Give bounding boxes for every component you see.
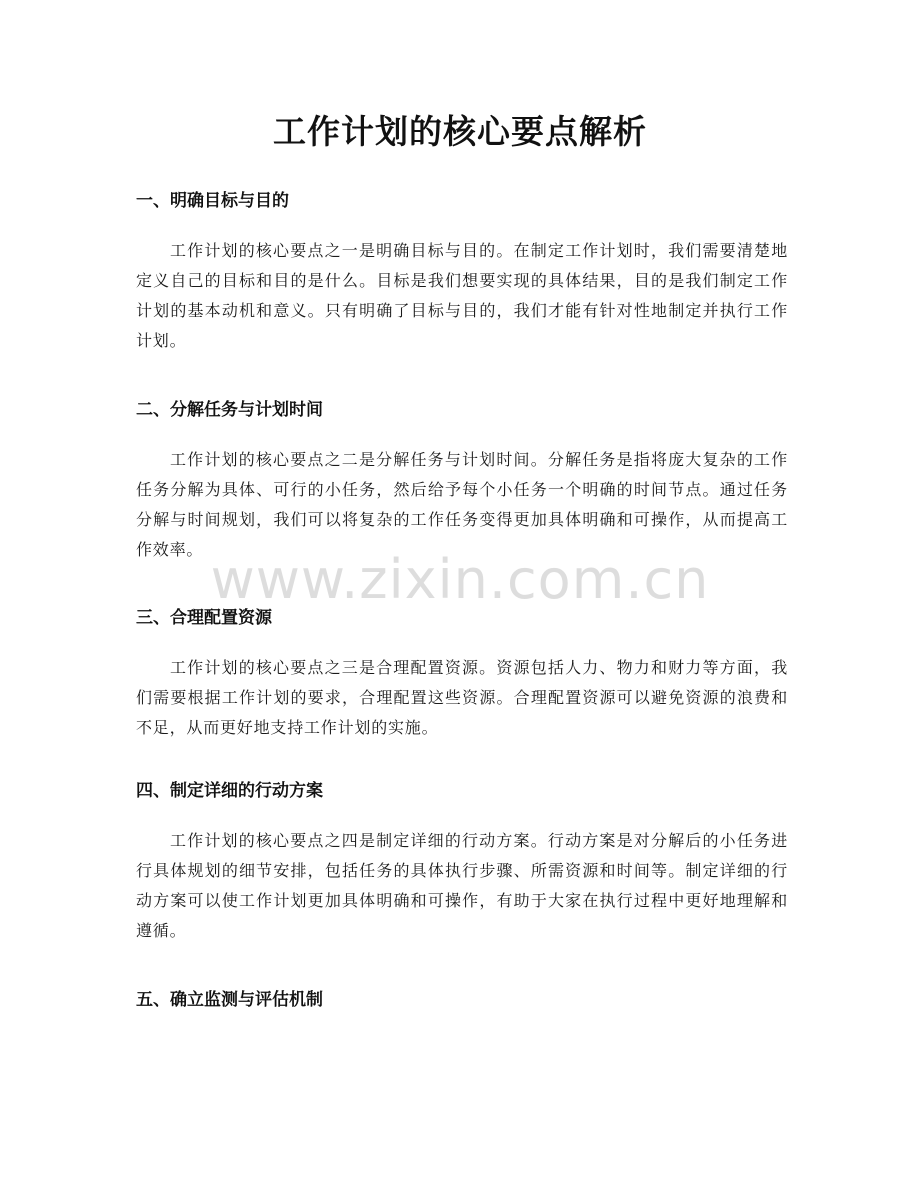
section-heading: 二、分解任务与计划时间 (136, 400, 323, 420)
section-heading: 三、合理配置资源 (136, 608, 272, 628)
section-1 (136, 186, 788, 356)
section-paragraph: 工作计划的核心要点之一是明确目标与目的。在制定工作计划时，我们需要清楚地定义自己的目标和目的是什么。目标是我们想要实现的具体结果，目的是我们制定工作计划的基本动机和意义。只有明确了目标与目的，我们才能有针对性地制定并执行工作计划。 (136, 241, 788, 350)
section-heading: 四、制定详细的行动方案 (136, 781, 323, 801)
document-title: 工作计划的核心要点解析 (273, 112, 647, 151)
section-paragraph: 工作计划的核心要点之三是合理配置资源。资源包括人力、物力和财力等方面，我们需要根据工作计划的要求，合理配置这些资源。合理配置资源可以避免资源的浪费和不足，从而更好地支持工作计划的实施。 (136, 658, 788, 737)
section-heading: 五、确立监测与评估机制 (136, 990, 323, 1010)
section-3 (136, 603, 788, 743)
section-2 (136, 395, 788, 565)
watermark-text: www.zixin.com.cn (210, 548, 710, 611)
section-paragraph: 工作计划的核心要点之四是制定详细的行动方案。行动方案是对分解后的小任务进行具体规划的细节安排，包括任务的具体执行步骤、所需资源和时间等。制定详细的行动方案可以使工作计划更加具体明确和可操作，有助于大家在执行过程中更好地理解和遵循。 (136, 831, 788, 940)
section-heading: 一、明确目标与目的 (136, 191, 289, 211)
section-5 (136, 985, 788, 1015)
section-4 (136, 776, 788, 946)
section-paragraph: 工作计划的核心要点之二是分解任务与计划时间。分解任务是指将庞大复杂的工作任务分解为具体、可行的小任务，然后给予每个小任务一个明确的时间节点。通过任务分解与时间规划，我们可以将复杂的工作任务变得更加具体明确和可操作，从而提高工作效率。 (136, 450, 788, 559)
